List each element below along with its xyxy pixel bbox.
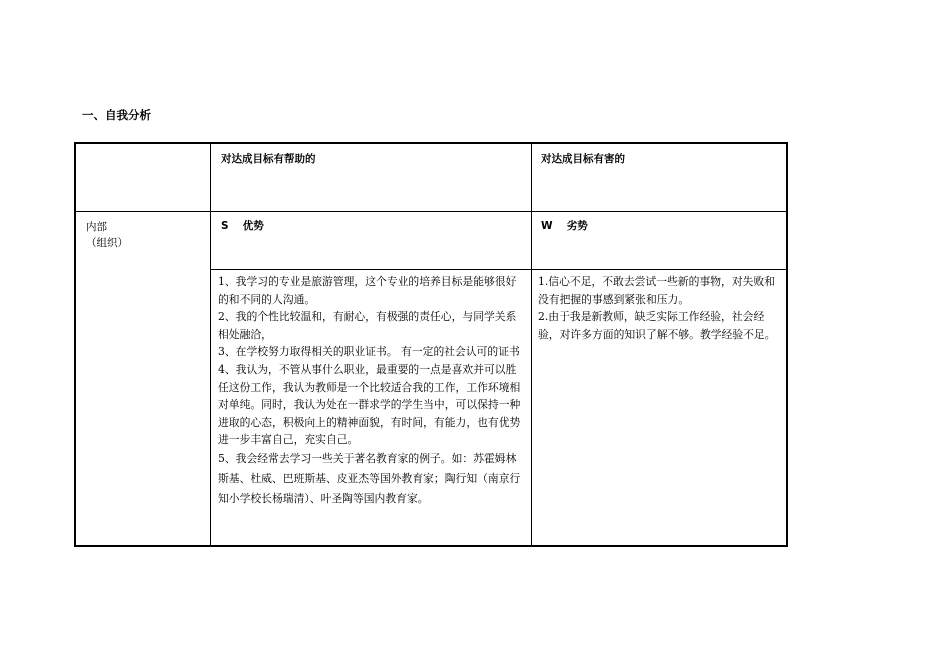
section-heading: 一、自我分析 xyxy=(82,108,151,122)
row-divider xyxy=(76,211,786,212)
swot-table xyxy=(74,142,788,547)
weakness-item: 1.信心不足，不敢去尝试一些新的事物，对失败和没有把握的事感到紧张和压力。 xyxy=(538,275,776,306)
strength-item: 2、我的个性比较温和，有耐心，有极强的责任心，与同学关系相处融洽， xyxy=(218,310,517,341)
column-divider xyxy=(531,144,532,545)
strength-item: 3、在学校努力取得相关的职业证书。 有一定的社会认可的证书 xyxy=(218,345,520,359)
row-label-internal xyxy=(86,219,128,251)
column-divider xyxy=(210,144,211,545)
strengths-list xyxy=(218,273,526,509)
weaknesses-list xyxy=(538,273,782,343)
header-helpful: 对达成目标有帮助的 xyxy=(221,153,316,165)
weakness-label: W 劣势 xyxy=(541,220,588,232)
row-label-line: （组织） xyxy=(86,237,128,249)
strength-item: 1、我学习的专业是旅游管理，这个专业的培养目标是能够很好的和不同的人沟通。 xyxy=(218,275,517,306)
header-harmful: 对达成目标有害的 xyxy=(541,153,625,165)
row-label-line: 内部 xyxy=(86,221,107,233)
weakness-item: 2.由于我是新教师，缺乏实际工作经验，社会经验，对许多方面的知识了解不够。教学经验不足。 xyxy=(538,310,776,341)
strength-item: 4、我认为，不管从事什么职业，最重要的一点是喜欢并可以胜任这份工作，我认为教师是一个比较适合我的工作，工作环境相对单纯。同时，我认为处在一群求学的学生当中，可以保持一种进取的心态，积极向上的精神面貌，有时间，有能力，也有优势进一步丰富自己，充实自己。 xyxy=(218,362,521,447)
row-divider xyxy=(210,269,786,270)
strength-item: 5、我会经常去学习一些关于著名教育家的例子。如：苏霍姆林斯基、杜威、巴班斯基、皮亚杰等国外教育家；陶行知（南京行知小学校长杨瑞清）、叶圣陶等国内教育家。 xyxy=(218,451,521,505)
strength-label: S 优势 xyxy=(221,220,264,232)
